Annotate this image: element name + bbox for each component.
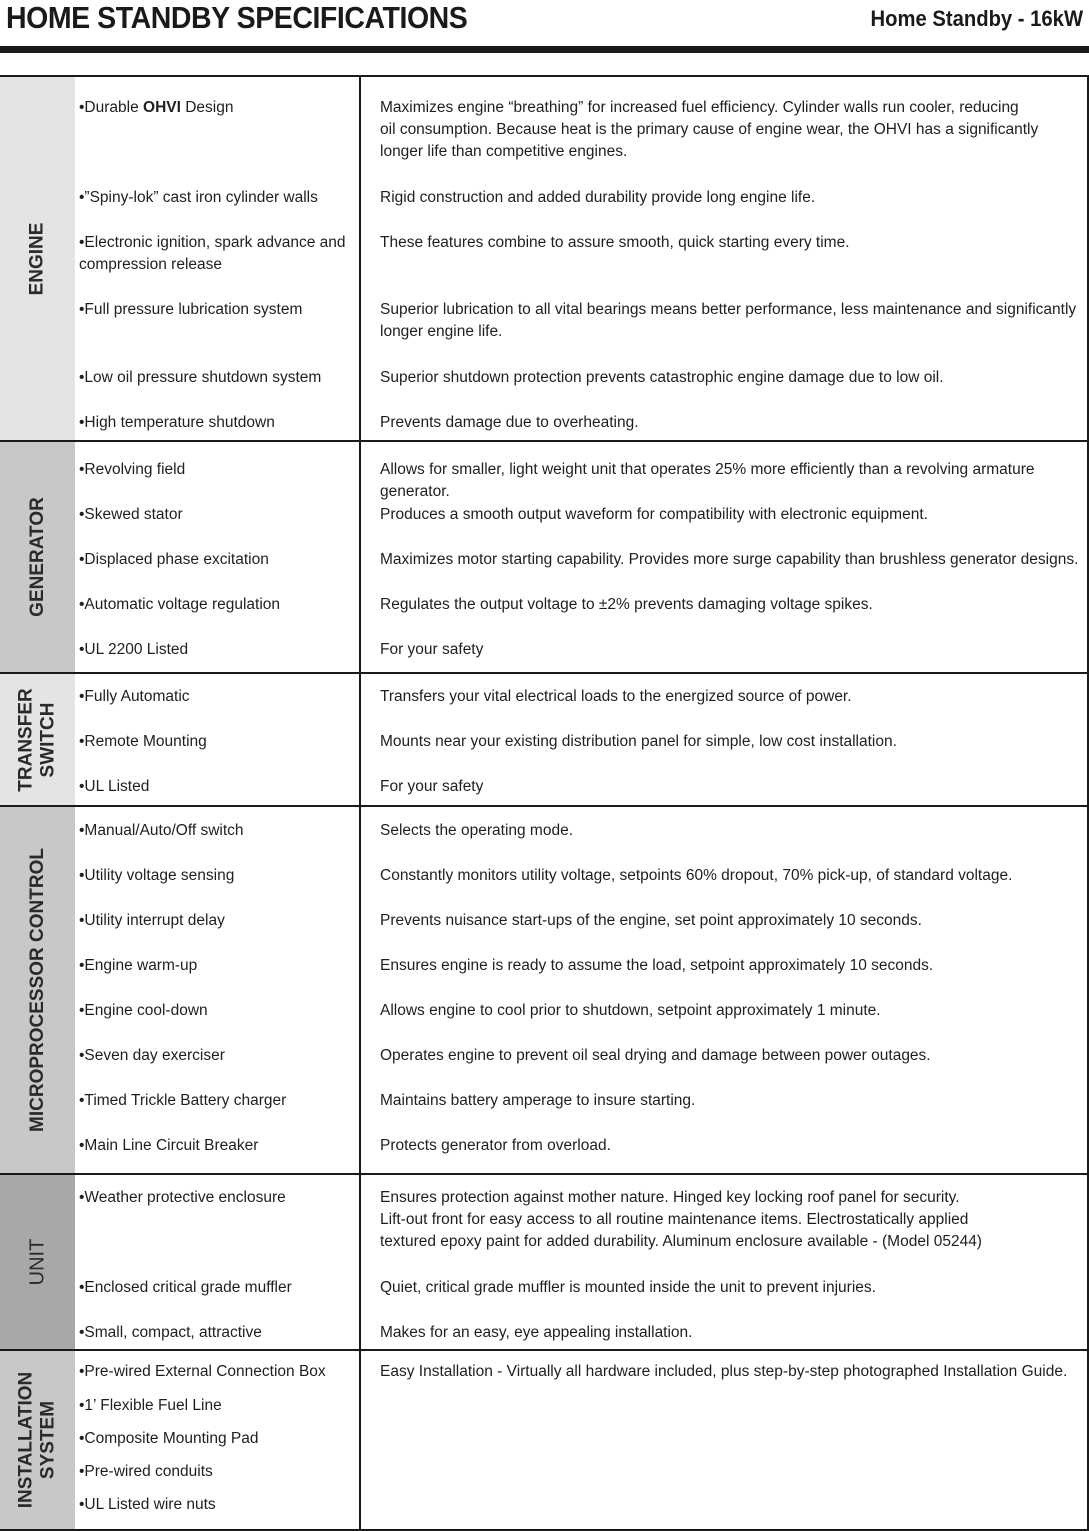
section-installation-system (0, 1351, 1087, 1531)
description-text: Maintains battery amperage to insure starting. (380, 1092, 696, 1109)
description-text: Mounts near your existing distribution panel for simple, low cost installation. (380, 733, 897, 750)
feature-text: •Engine warm-up (79, 957, 198, 974)
model-name: Home Standby - 16kW (870, 6, 1083, 31)
feature-text: •Electronic ignition, spark advance and compression release (79, 234, 346, 273)
feature-text: •Pre-wired External Connection Box (79, 1363, 326, 1380)
column-divider (359, 1175, 361, 1349)
description-text: Allows engine to cool prior to shutdown, setpoint approximately 1 minute. (380, 1002, 881, 1019)
section-engine (0, 77, 1087, 442)
feature-text: •Enclosed critical grade muffler (79, 1279, 292, 1296)
section-generator (0, 442, 1087, 674)
description-text: Protects generator from overload. (380, 1137, 611, 1154)
column-divider (359, 1351, 361, 1529)
feature-text: •Full pressure lubrication system (79, 301, 303, 318)
feature-text: •Weather protective enclosure (79, 1189, 286, 1206)
description-text: For your safety (380, 641, 484, 658)
description-text: Constantly monitors utility voltage, setpoints 60% dropout, 70% pick-up, of standard voltage. (380, 867, 1013, 884)
column-divider (359, 674, 361, 805)
feature-text: •”Spiny-lok” cast iron cylinder walls (79, 189, 318, 206)
feature-text: •Utility interrupt delay (79, 912, 225, 929)
description-text: Prevents damage due to overheating. (380, 414, 639, 431)
description-text: These features combine to assure smooth, quick starting every time. (380, 234, 850, 251)
feature-text: •Utility voltage sensing (79, 867, 235, 884)
page-header (0, 0, 1089, 46)
section-label (0, 807, 75, 1173)
description-text: Ensures engine is ready to assume the load, setpoint approximately 10 seconds. (380, 957, 934, 974)
section-label-text: INSTALLATION SYSTEM (15, 1371, 59, 1509)
description-text: Transfers your vital electrical loads to the energized source of power. (380, 688, 852, 705)
section-unit (0, 1175, 1087, 1351)
description-text: For your safety (380, 778, 484, 795)
section-label-text: TRANSFER SWITCH (15, 687, 59, 792)
feature-text: •Seven day exerciser (79, 1047, 225, 1064)
feature-text: •Automatic voltage regulation (79, 596, 281, 613)
description-text: Regulates the output voltage to ±2% prevents damaging voltage spikes. (380, 596, 873, 613)
column-divider (359, 442, 361, 672)
feature-text: •Fully Automatic (79, 688, 190, 705)
description-text: Easy Installation - Virtually all hardware included, plus step-by-step photographed Installation Guide. (380, 1363, 1068, 1380)
description-text: Rigid construction and added durability provide long engine life. (380, 189, 816, 206)
column-divider (359, 77, 361, 440)
feature-text: •UL Listed wire nuts (79, 1496, 216, 1513)
description-text: Makes for an easy, eye appealing installation. (380, 1324, 693, 1341)
spec-table (0, 75, 1089, 1531)
feature-text: •1’ Flexible Fuel Line (79, 1397, 222, 1414)
description-text: Maximizes motor starting capability. Provides more surge capability than brushless generator designs. (380, 551, 1079, 568)
feature-text: •Revolving field (79, 461, 186, 478)
page-title: HOME STANDBY SPECIFICATIONS (6, 0, 468, 35)
description-text: Ensures protection against mother nature. Hinged key locking roof panel for security. Lift-out front for easy access to all routine maintenance items. Electrostatically applied textured epoxy paint for added durability. Aluminum enclosure available - (Model 05244) (380, 1189, 982, 1250)
feature-text: •Skewed stator (79, 506, 183, 523)
description-text: Selects the operating mode. (380, 822, 574, 839)
section-label (0, 1351, 75, 1529)
feature-text: •Engine cool-down (79, 1002, 208, 1019)
description-text: Allows for smaller, light weight unit that operates 25% more efficiently than a revolving armature generator. (380, 461, 1035, 500)
feature-text: •High temperature shutdown (79, 414, 275, 431)
feature-suffix-text: Design (180, 99, 234, 116)
description-text: Quiet, critical grade muffler is mounted inside the unit to prevent injuries. (380, 1279, 876, 1296)
description-text: Maximizes engine “breathing” for increased fuel efficiency. Cylinder walls run cooler, reducing oil consumption. Because heat is the primary cause of engine wear, the OHVI has a significantly longer life than competitive engines. (380, 99, 1039, 160)
feature-text: •Low oil pressure shutdown system (79, 369, 322, 386)
description-text: Operates engine to prevent oil seal drying and damage between power outages. (380, 1047, 931, 1064)
column-divider (359, 807, 361, 1173)
section-label (0, 442, 75, 672)
feature-text: •UL 2200 Listed (79, 641, 189, 658)
section-label-text: MICROPROCESSOR CONTROL (26, 848, 48, 1132)
section-label (0, 1175, 75, 1349)
feature-text: •Remote Mounting (79, 733, 207, 750)
section-label (0, 77, 75, 440)
section-label (0, 674, 75, 805)
feature-text: •Small, compact, attractive (79, 1324, 262, 1341)
description-text: Prevents nuisance start-ups of the engine, set point approximately 10 seconds. (380, 912, 922, 929)
feature-bold-text: OHVI (143, 99, 181, 116)
feature-text: •Composite Mounting Pad (79, 1430, 259, 1447)
feature-text: •Durable OHVI Design (79, 99, 234, 116)
description-text: Superior lubrication to all vital bearings means better performance, less maintenance and significantly longer engine life. (380, 301, 1077, 340)
header-rule (0, 46, 1089, 53)
feature-text: •Displaced phase excitation (79, 551, 269, 568)
section-label-text: GENERATOR (26, 497, 48, 617)
feature-text: •Manual/Auto/Off switch (79, 822, 244, 839)
section-transfer-switch (0, 674, 1087, 807)
feature-text: •Main Line Circuit Breaker (79, 1137, 259, 1154)
section-label-text: UNIT (26, 1238, 49, 1286)
feature-text: •UL Listed (79, 778, 150, 795)
feature-text: •Timed Trickle Battery charger (79, 1092, 287, 1109)
description-text: Superior shutdown protection prevents catastrophic engine damage due to low oil. (380, 369, 944, 386)
section-label-text: ENGINE (26, 222, 48, 295)
description-text: Produces a smooth output waveform for compatibility with electronic equipment. (380, 506, 928, 523)
section-microprocessor-control (0, 807, 1087, 1175)
feature-text: •Pre-wired conduits (79, 1463, 213, 1480)
